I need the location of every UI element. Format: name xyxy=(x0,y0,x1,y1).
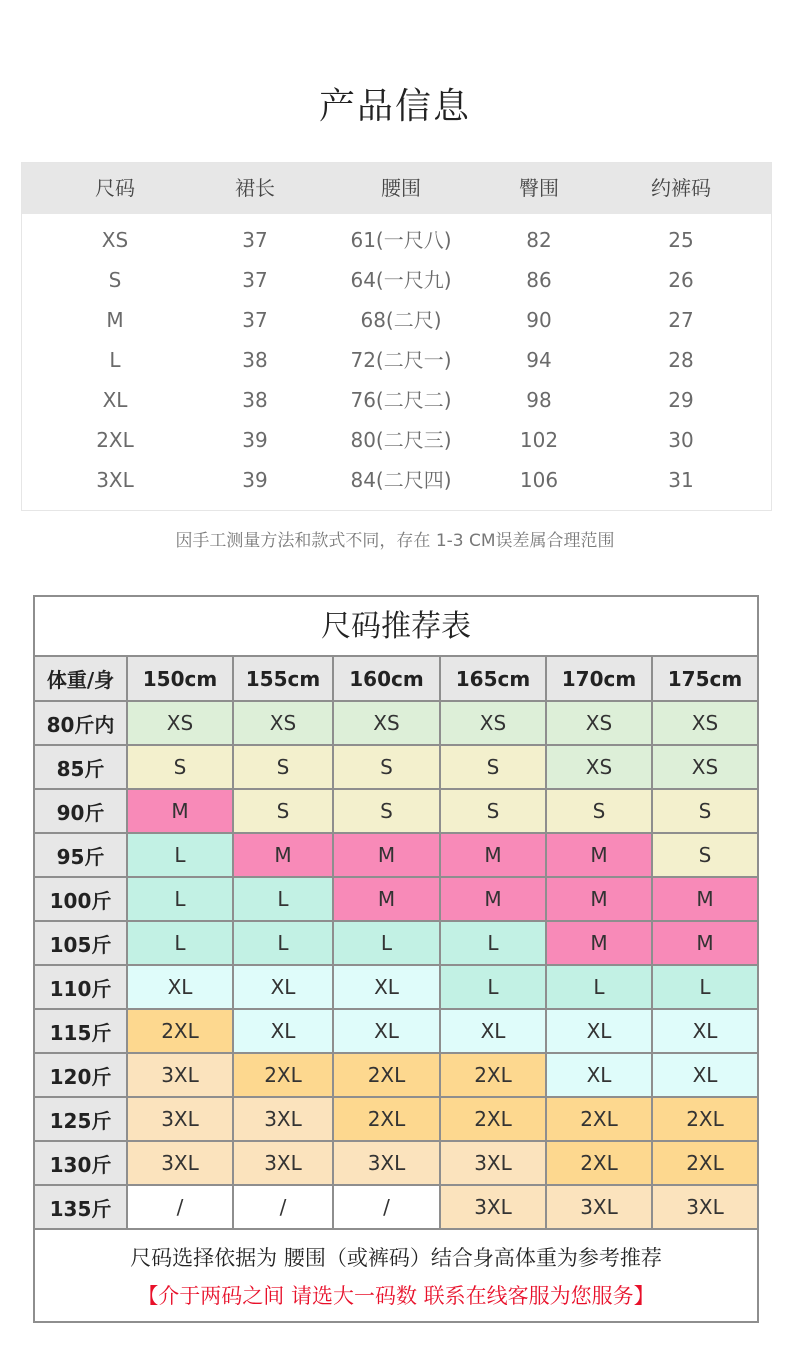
size-cell: XS xyxy=(546,745,652,789)
table-row xyxy=(22,300,773,340)
table-cell: 39 xyxy=(242,468,268,492)
size-cell: XS xyxy=(127,701,233,745)
size-cell: M xyxy=(652,877,757,921)
table-cell: L xyxy=(109,348,121,372)
weight-row xyxy=(35,1053,757,1097)
weight-label-cell: 125斤 xyxy=(35,1097,127,1141)
size-cell: M xyxy=(546,877,652,921)
size-cell: M xyxy=(546,921,652,965)
size-cell: S xyxy=(233,789,333,833)
size-cell: 3XL xyxy=(652,1185,757,1229)
table-cell: 37 xyxy=(242,228,268,252)
table-row xyxy=(22,260,773,300)
size-cell: 2XL xyxy=(652,1141,757,1185)
size-cell: S xyxy=(546,789,652,833)
table-row xyxy=(22,380,773,420)
size-cell: 3XL xyxy=(440,1141,546,1185)
table-cell: 80(二尺三) xyxy=(350,428,452,452)
size-cell: S xyxy=(652,789,757,833)
height-header-cell: 175cm xyxy=(652,657,757,701)
size-cell: S xyxy=(333,789,440,833)
size-cell: L xyxy=(233,921,333,965)
size-cell: XS xyxy=(440,701,546,745)
size-cell: 2XL xyxy=(546,1141,652,1185)
header-pants-size: 约裤码 xyxy=(651,176,711,200)
size-recommend-chart xyxy=(33,595,759,1323)
weight-row xyxy=(35,789,757,833)
table-cell: 102 xyxy=(519,428,559,452)
product-info-table xyxy=(21,162,772,511)
corner-cell: 体重/身 xyxy=(35,657,127,701)
size-cell: / xyxy=(127,1185,233,1229)
size-cell: M xyxy=(546,833,652,877)
size-cell: XS xyxy=(546,701,652,745)
weight-label-cell: 135斤 xyxy=(35,1185,127,1229)
size-cell: 3XL xyxy=(127,1097,233,1141)
table-cell: 2XL xyxy=(96,428,134,452)
table-cell: 31 xyxy=(668,468,694,492)
size-cell: M xyxy=(127,789,233,833)
size-cell: / xyxy=(333,1185,440,1229)
size-cell: XL xyxy=(233,965,333,1009)
size-cell: L xyxy=(127,833,233,877)
size-cell: XL xyxy=(652,1009,757,1053)
weight-row xyxy=(35,1141,757,1185)
weight-row xyxy=(35,921,757,965)
table-cell: 94 xyxy=(526,348,552,372)
size-cell: XL xyxy=(546,1053,652,1097)
weight-label-cell: 110斤 xyxy=(35,965,127,1009)
table-cell: 76(二尺二) xyxy=(350,388,452,412)
size-cell: M xyxy=(440,877,546,921)
size-cell: S xyxy=(440,745,546,789)
size-cell: XL xyxy=(546,1009,652,1053)
size-cell: XL xyxy=(333,965,440,1009)
weight-row xyxy=(35,745,757,789)
table-row xyxy=(22,460,773,500)
weight-row xyxy=(35,701,757,745)
table-cell: 38 xyxy=(242,388,268,412)
size-cell: S xyxy=(127,745,233,789)
size-cell: XL xyxy=(652,1053,757,1097)
recommend-advice-text: 【介于两码之间 请选大一码数 联系在线客服为您服务】 xyxy=(137,1284,655,1308)
table-cell: S xyxy=(108,268,122,292)
table-cell: 37 xyxy=(242,308,268,332)
size-cell: / xyxy=(233,1185,333,1229)
header-size: 尺码 xyxy=(95,176,135,200)
size-cell: 2XL xyxy=(127,1009,233,1053)
size-cell: 3XL xyxy=(546,1185,652,1229)
table-row xyxy=(22,220,773,260)
table-cell: 29 xyxy=(668,388,694,412)
size-cell: XS xyxy=(333,701,440,745)
size-cell: 3XL xyxy=(333,1141,440,1185)
table-cell: XL xyxy=(102,388,128,412)
size-cell: L xyxy=(440,965,546,1009)
weight-row xyxy=(35,1009,757,1053)
weight-row xyxy=(35,965,757,1009)
weight-row xyxy=(35,1097,757,1141)
weight-label-cell: 85斤 xyxy=(35,745,127,789)
size-cell: M xyxy=(233,833,333,877)
size-cell: 3XL xyxy=(233,1097,333,1141)
size-cell: M xyxy=(333,877,440,921)
table-cell: 84(二尺四) xyxy=(350,468,452,492)
size-cell: 3XL xyxy=(440,1185,546,1229)
size-cell: S xyxy=(440,789,546,833)
size-cell: L xyxy=(546,965,652,1009)
size-cell: M xyxy=(652,921,757,965)
size-cell: 2XL xyxy=(440,1053,546,1097)
size-cell: S xyxy=(333,745,440,789)
header-hip: 臀围 xyxy=(519,176,559,200)
table-cell: 27 xyxy=(668,308,694,332)
table-cell: 86 xyxy=(526,268,552,292)
size-cell: 3XL xyxy=(233,1141,333,1185)
size-cell: L xyxy=(127,877,233,921)
recommend-table xyxy=(35,657,757,1230)
size-cell: L xyxy=(440,921,546,965)
height-header-cell: 165cm xyxy=(440,657,546,701)
size-cell: S xyxy=(652,833,757,877)
size-cell: 2XL xyxy=(546,1097,652,1141)
size-cell: XL xyxy=(440,1009,546,1053)
weight-label-cell: 95斤 xyxy=(35,833,127,877)
table-cell: XS xyxy=(101,228,129,252)
table-cell: 90 xyxy=(526,308,552,332)
size-cell: M xyxy=(440,833,546,877)
table-cell: M xyxy=(106,308,124,332)
weight-row xyxy=(35,833,757,877)
size-cell: L xyxy=(233,877,333,921)
size-cell: M xyxy=(333,833,440,877)
recommend-footer xyxy=(35,1229,757,1321)
height-header-cell: 160cm xyxy=(333,657,440,701)
size-cell: XS xyxy=(652,701,757,745)
size-cell: L xyxy=(333,921,440,965)
weight-label-cell: 130斤 xyxy=(35,1141,127,1185)
product-info-header xyxy=(22,163,771,214)
weight-row xyxy=(35,877,757,921)
weight-label-cell: 100斤 xyxy=(35,877,127,921)
table-cell: 106 xyxy=(519,468,559,492)
table-cell: 38 xyxy=(242,348,268,372)
weight-label-cell: 105斤 xyxy=(35,921,127,965)
weight-label-cell: 90斤 xyxy=(35,789,127,833)
table-cell: 68(二尺) xyxy=(360,308,442,332)
table-cell: 98 xyxy=(526,388,552,412)
table-cell: 37 xyxy=(242,268,268,292)
recommend-basis-text: 尺码选择依据为 腰围（或裤码）结合身高体重为参考推荐 xyxy=(130,1246,662,1270)
recommend-title: 尺码推荐表 xyxy=(35,597,757,657)
weight-label-cell: 80斤内 xyxy=(35,701,127,745)
table-cell: 61(一尺八) xyxy=(350,228,452,252)
size-cell: 2XL xyxy=(333,1053,440,1097)
table-cell: 39 xyxy=(242,428,268,452)
size-cell: XS xyxy=(233,701,333,745)
size-cell: L xyxy=(127,921,233,965)
weight-label-cell: 120斤 xyxy=(35,1053,127,1097)
height-header-cell: 155cm xyxy=(233,657,333,701)
weight-row xyxy=(35,1185,757,1229)
table-row xyxy=(22,420,773,460)
size-cell: 3XL xyxy=(127,1053,233,1097)
table-cell: 3XL xyxy=(96,468,134,492)
size-cell: L xyxy=(652,965,757,1009)
weight-label-cell: 115斤 xyxy=(35,1009,127,1053)
table-cell: 72(二尺一) xyxy=(350,348,452,372)
size-cell: 2XL xyxy=(333,1097,440,1141)
size-cell: 2XL xyxy=(440,1097,546,1141)
table-cell: 82 xyxy=(526,228,552,252)
header-waist: 腰围 xyxy=(381,176,421,200)
size-cell: XL xyxy=(233,1009,333,1053)
table-cell: 28 xyxy=(668,348,694,372)
size-cell: S xyxy=(233,745,333,789)
table-cell: 64(一尺九) xyxy=(350,268,452,292)
header-skirt-length: 裙长 xyxy=(235,176,275,200)
size-cell: XL xyxy=(127,965,233,1009)
height-header-row xyxy=(35,657,757,701)
measurement-note: 因手工测量方法和款式不同，存在 1-3 CM误差属合理范围 xyxy=(175,531,615,551)
size-cell: 3XL xyxy=(127,1141,233,1185)
size-cell: 2XL xyxy=(652,1097,757,1141)
size-cell: XS xyxy=(652,745,757,789)
table-row xyxy=(22,340,773,380)
size-cell: XL xyxy=(333,1009,440,1053)
height-header-cell: 170cm xyxy=(546,657,652,701)
table-cell: 25 xyxy=(668,228,694,252)
table-cell: 26 xyxy=(668,268,694,292)
page-title: 产品信息 xyxy=(318,86,471,127)
table-cell: 30 xyxy=(668,428,694,452)
size-cell: 2XL xyxy=(233,1053,333,1097)
height-header-cell: 150cm xyxy=(127,657,233,701)
